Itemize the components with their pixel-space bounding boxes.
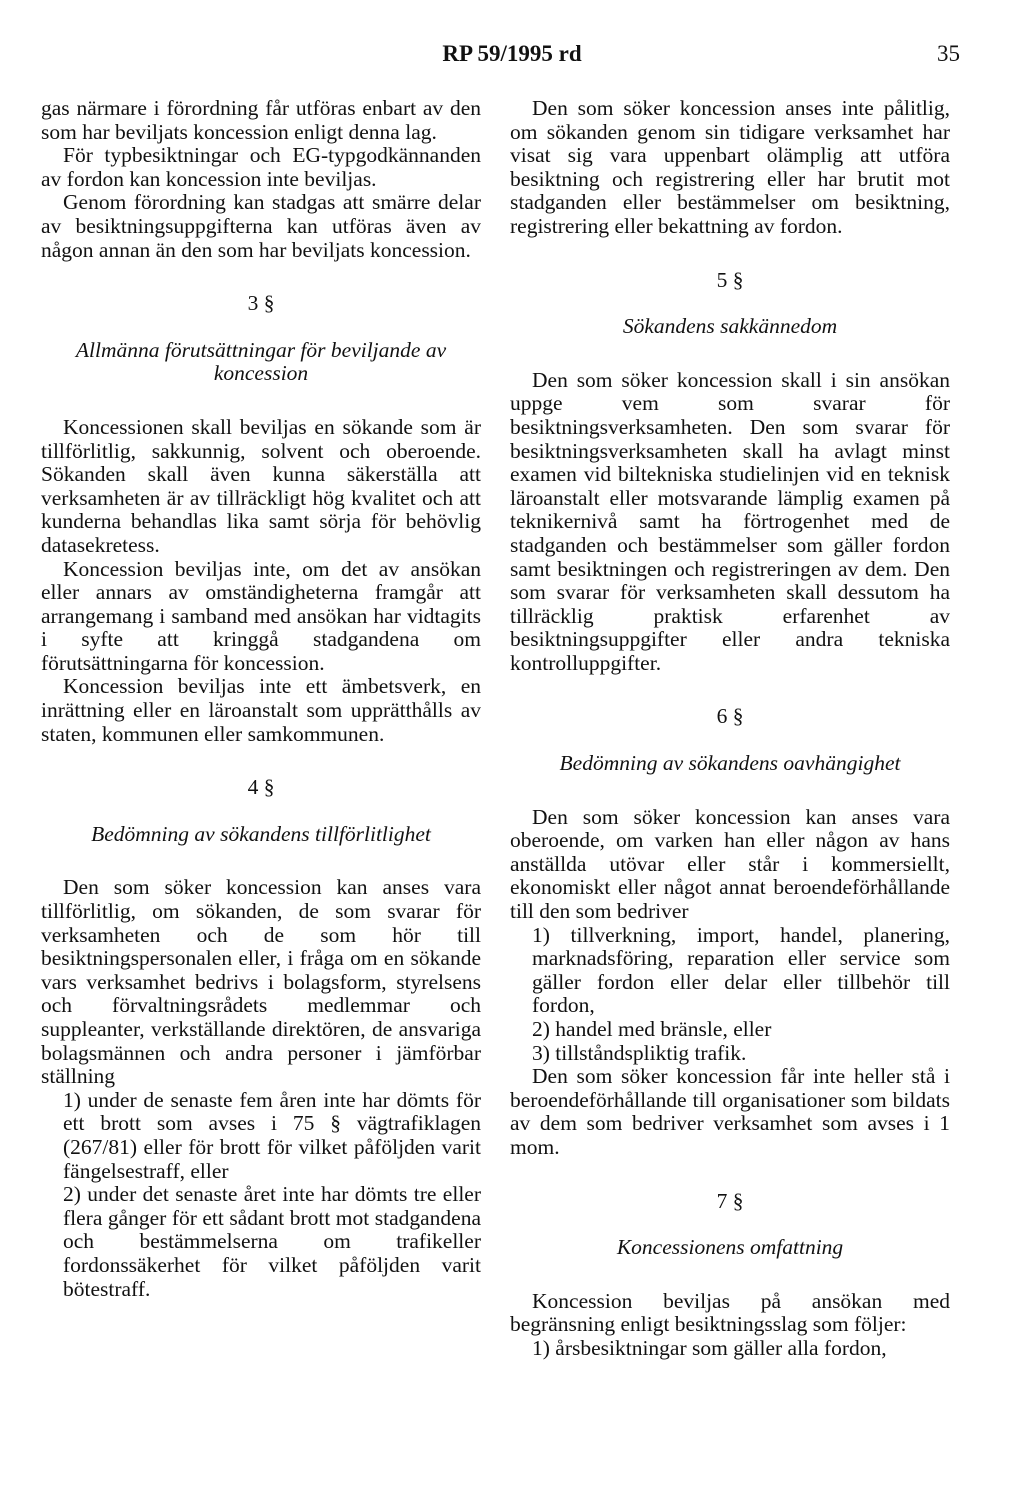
- paragraph: Den som söker koncession kan anses vara oberoende, om varken han eller någon av hans anställda utövar eller står i kommersiellt, ekonomiskt eller något annat beroendeförhållande till den som bedriver: [510, 804, 950, 924]
- section-title: Allmänna förutsättningar för beviljande av koncession: [75, 337, 447, 386]
- list-item: 1) årsbesiktningar som gäller alla fordon,: [532, 1335, 887, 1360]
- paragraph: Den som söker koncession får inte heller stå i beroendeförhållande till organisationer som bildats av dem som bedriver verksamhet som avses i 1 mom.: [510, 1064, 950, 1159]
- paragraph: Den som söker koncession kan anses vara tillförlitlig, om sökanden, de som svarar för verksamheten och de som hör till besiktningspersonalen eller, i fråga om en sökande vars verksamhet bedrivs i bolagsform, styrelsens och förvaltningsrådets medlemmar och suppleanter, verkställande direktören, de ansvariga bolagsmännen och andra personer i jämförbar ställning: [41, 875, 481, 1089]
- section-number: 5 §: [716, 267, 744, 292]
- right-column: [510, 97, 950, 1361]
- paragraph: För typbesiktningar och EG-typgodkännanden av fordon kan koncession inte beviljas.: [41, 143, 481, 191]
- section-number: 3 §: [247, 291, 275, 316]
- paragraph: Den som söker koncession skall i sin ansökan uppge vem som svarar för besiktningsverksamheten. Den som svarar för besiktningsverksamheten skall ha avlagt minst examen vid biltekniska studielinjen vid en teknisk läroanstalt eller motsvarande lämplig examen på teknikernivå samt ha förtrogenhet med de stadganden och bestämmelser som gäller fordon samt besiktningen och registreringen av dem. Den som svarar för verksamheten skall dessutom ha tillräcklig praktisk erfarenhet av besiktningsuppgifter eller andra tekniska kontrolluppgifter.: [510, 367, 950, 675]
- page-header-title: RP 59/1995 rd: [442, 41, 582, 66]
- paragraph: gas närmare i förordning får utföras enbart av den som har beviljats koncession enligt denna lag.: [41, 96, 481, 144]
- section-title: Bedömning av sökandens tillförlitlighet: [91, 821, 431, 846]
- paragraph: Den som söker koncession anses inte pålitlig, om sökanden genom sin tidigare verksamhet har visat sig vara uppenbart olämplig att utföra besiktning och registrering eller har brutit mot stadganden eller bestämmelser om besiktning, registrering eller bekattning av fordon.: [510, 96, 950, 238]
- section-title: Sökandens sakkännedom: [622, 314, 838, 339]
- list-item: 3) tillståndspliktig trafik.: [532, 1040, 747, 1065]
- list-item: 1) under de senaste fem åren inte har dömts för ett brott som avses i 75 § vägtrafiklagen (267/81) eller för brott för vilket påföljden varit fängelsestraff, eller: [63, 1087, 481, 1183]
- list-item: 2) handel med bränsle, eller: [532, 1017, 772, 1041]
- paragraph: Koncession beviljas på ansökan med begränsning enligt besiktningsslag som följer:: [510, 1288, 950, 1337]
- paragraph: Koncessionen skall beviljas en sökande som är tillförlitlig, sakkunnig, solvent och oberoende. Sökanden skall även kunna säkerställa att verksamheten är av tillräckligt hög kvalitet och att kunderna behandlas lika samt sörja för behövlig datasekretess.: [41, 414, 481, 557]
- paragraph: Koncession beviljas inte, om det av ansökan eller annars av omständigheterna framgår att arrangemang i samband med ansökan har vidtagits i syfte att kringgå stadgandena om förutsättningarna för koncession.: [41, 556, 481, 675]
- paragraph: Koncession beviljas inte ett ämbetsverk, en inrättning eller en läroanstalt som upprätthålls av staten, kommunen eller samkommunen.: [41, 674, 481, 746]
- list-item: 2) under det senaste året inte har dömts tre eller flera gånger för ett sådant brott mot stadgandena och bestämmelserna om trafikeller fordonssäkerhet för vilket påföljden varit bötestraff.: [63, 1182, 481, 1301]
- section-title: Bedömning av sökandens oavhängighet: [559, 751, 901, 776]
- list-item: 1) tillverkning, import, handel, planering, marknadsföring, reparation eller service som gäller fordon eller delar eller tillbehör till fordon,: [532, 922, 950, 1018]
- section-number: 6 §: [716, 704, 744, 729]
- page-number: 35: [937, 41, 960, 66]
- left-column: [41, 97, 481, 1301]
- section-title: Koncessionens omfattning: [616, 1235, 844, 1260]
- section-number: 4 §: [247, 775, 275, 800]
- section-number: 7 §: [716, 1188, 744, 1213]
- paragraph: Genom förordning kan stadgas att smärre delar av besiktningsuppgifterna kan utföras även av någon annan än den som har beviljats koncession.: [41, 190, 481, 262]
